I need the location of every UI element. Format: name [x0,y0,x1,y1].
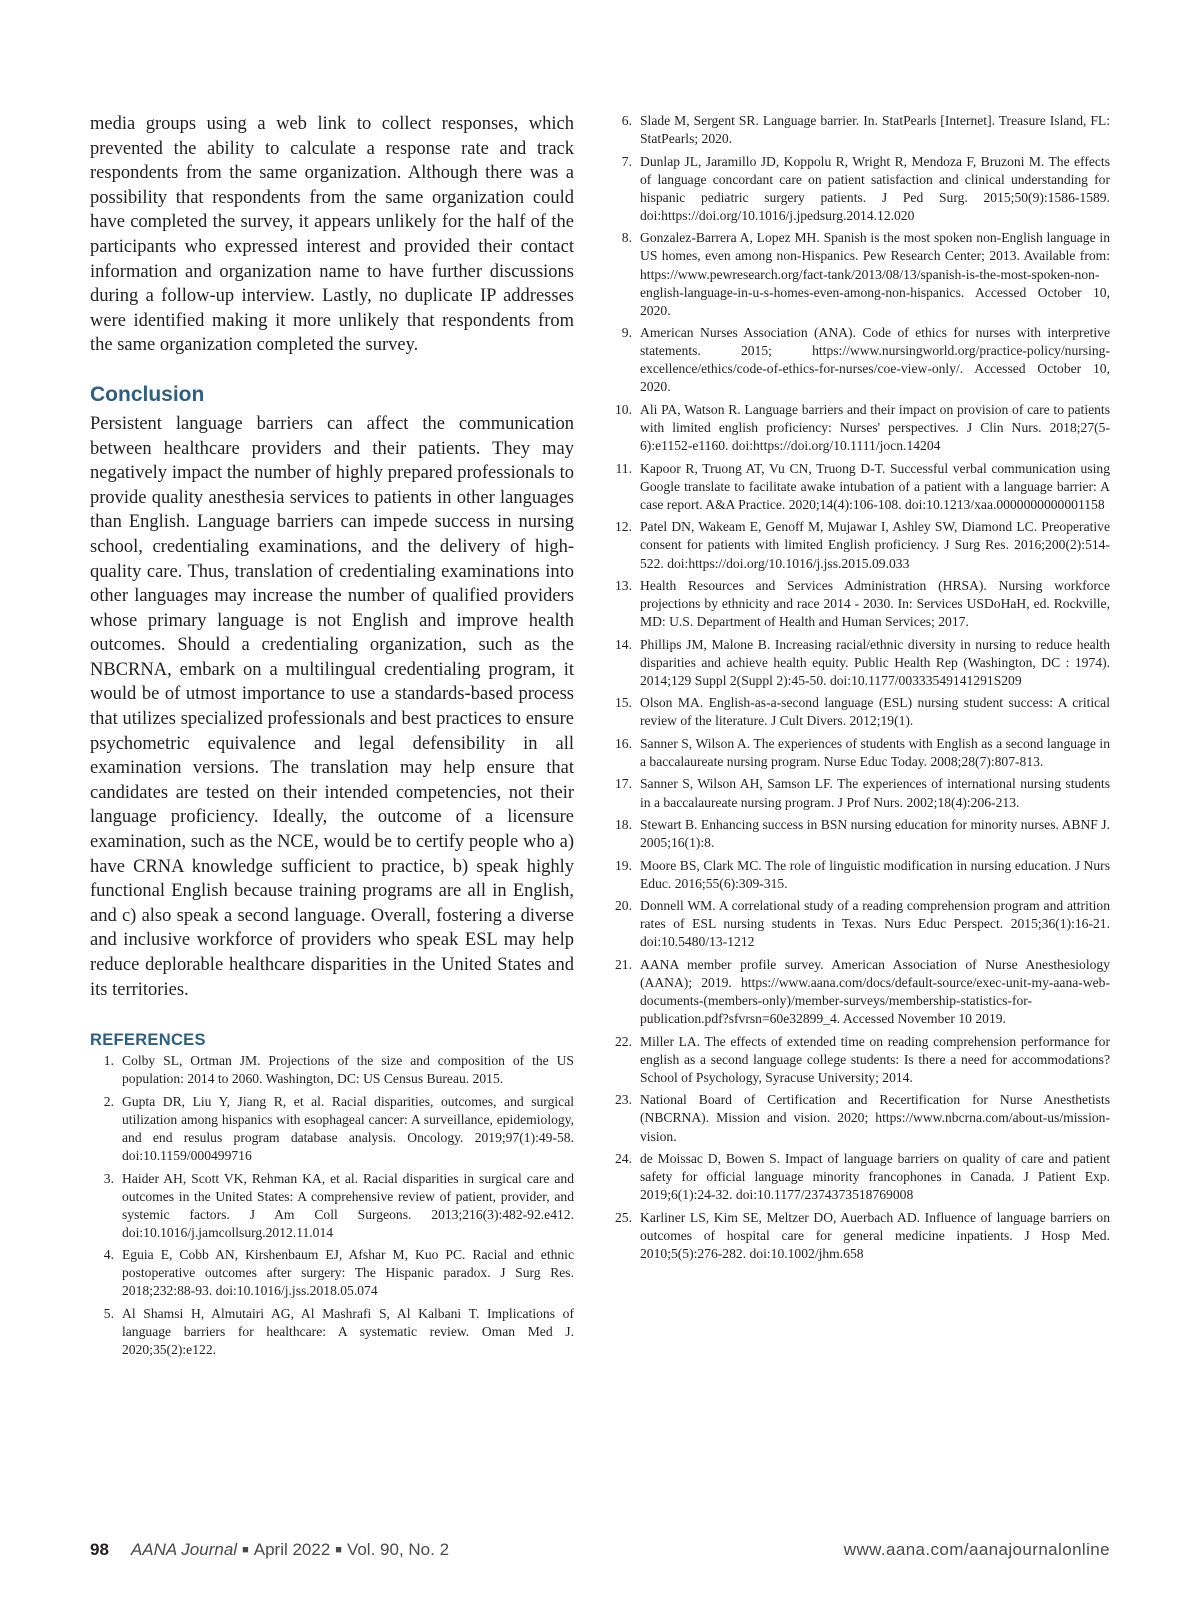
reference-number: 14. [615,636,632,652]
reference-text: Stewart B. Enhancing success in BSN nursing education for minority nurses. ABNF J. 2005;16(1):8. [640,817,1110,851]
reference-number: 24. [615,1151,632,1166]
reference-text: Dunlap JL, Jaramillo JD, Koppolu R, Wright R, Mendoza F, Bruzoni M. The effects of language concordant care on patient satisfaction and clinical understanding for hispanic pediatric surgery patients. J Ped Surg. 2015;50(9):1586-1589. doi:https://doi.org/10.1016/j.jpedsurg.2014.12.020 [640,153,1110,223]
reference-number: 12. [615,519,632,535]
reference-text: Moore BS, Clark MC. The role of linguistic modification in nursing education. J Nurs Educ. 2016;55(6):309-315. [640,857,1110,891]
references-list-left [90,1052,574,1359]
reference-item [90,1093,574,1165]
reference-text: American Nurses Association (ANA). Code of ethics for nurses with interpretive statements. 2015; https://www.nursingworld.org/practice-policy/nursing-excellence/ethics/code-of-ethics-for-nurses/coe-view-only/. Accessed October 10, 2020. [640,325,1110,395]
reference-text: National Board of Certification and Recertification for Nurse Anesthetists (NBCRNA). Mission and vision. 2020; https://www.nbcrna.com/about-us/mission-vision. [640,1092,1110,1144]
reference-text: Miller LA. The effects of extended time on reading comprehension performance for english as a second language college students: Is there a need for accommodations? School of Psychology, Syracuse University; 2014. [640,1033,1110,1085]
footer-citation [90,1540,449,1560]
reference-text: Eguia E, Cobb AN, Kirshenbaum EJ, Afshar M, Kuo PC. Racial and ethnic postoperative outcomes after surgery: The Hispanic paradox. J Surg Res. 2018;232:88-93. doi:10.1016/j.jss.2018.05.074 [122,1247,574,1299]
reference-text: Sanner S, Wilson AH, Samson LF. The experiences of international nursing students in a baccalaureate nursing program. J Prof Nurs. 2002;18(4):206-213. [640,776,1110,810]
footer-separator: ■ [242,1544,249,1556]
reference-item [608,229,1110,319]
reference-text: Patel DN, Wakeam E, Genoff M, Mujawar I, Ashley SW, Diamond LC. Preoperative consent for patients with limited English proficiency. J Surg Res. 2016;200(2):514-522. doi:https://doi.org/10.1016/j.jss.2015.09.033 [640,519,1110,571]
reference-item [608,694,1110,730]
reference-item [608,636,1110,690]
reference-number: 13. [615,577,632,593]
reference-text: Ali PA, Watson R. Language barriers and their impact on provision of care to patients with limited english proficiency: Nurses' perspectives. J Clin Nurs. 2018;27(5-6):e1152-e1160. doi:https://doi.org/10.1111/jocn.14204 [640,401,1110,454]
references-heading: REFERENCES [90,1031,206,1050]
right-column [608,112,1110,1267]
reference-number: 20. [615,898,632,914]
reference-item [608,816,1110,852]
conclusion-heading: Conclusion [90,382,205,406]
reference-text: Health Resources and Services Administration (HRSA). Nursing workforce projections by ethnicity and race 2014 - 2030. In: Services USDoHaH, ed. Rockville, MD: U.S. Department of Health and Human Services; 2017. [640,577,1110,630]
reference-number: 4. [103,1247,114,1263]
reference-text: Haider AH, Scott VK, Rehman KA, et al. Racial disparities in surgical care and outcomes in the United States: A comprehensive review of patient, provider, and systemic factors. J Am Coll Surgeons. 2013;216(3):482-92.e412. doi:10.1016/j.jamcollsurg.2012.11.014 [122,1170,574,1240]
page-number: 98 [90,1540,109,1559]
footer-separator: ■ [335,1544,342,1556]
reference-number: 22. [615,1033,632,1049]
reference-text: AANA member profile survey. American Association of Nurse Anesthesiology (AANA); 2019. https://www.aana.com/docs/default-source/exec-unit-my-aana-web-documents-(members-only)/member-surveys/membership-statistics-for-publication.pdf?sfvrsn=60e32899_4. Accessed November 10 2019. [640,956,1110,1027]
reference-text: Phillips JM, Malone B. Increasing racial/ethnic diversity in nursing to reduce health disparities and achieve health equity. Public Health Rep (Washington, DC : 1974). 2014;129 Suppl 2(Suppl 2):45-50. doi:10.1177/00333549141291S209 [640,636,1110,688]
reference-number: 8. [621,230,632,246]
reference-item [608,1209,1110,1263]
reference-item [608,735,1110,771]
reference-text: Slade M, Sergent SR. Language barrier. In. StatPearls [Internet]. Treasure Island, FL: StatPearls; 2020. [640,113,1110,147]
reference-number: 18. [615,817,632,833]
reference-number: 6. [621,113,632,128]
reference-text: Karliner LS, Kim SE, Meltzer DO, Auerbach AD. Influence of language barriers on outcomes of hospital care for general medicine inpatients. J Hosp Med. 2010;5(5):276-282. doi:10.1002/jhm.658 [640,1209,1110,1261]
references-list-right [608,112,1110,1263]
reference-item [608,153,1110,225]
reference-item [608,518,1110,572]
reference-item [608,112,1110,148]
journal-name: AANA Journal [130,1540,238,1559]
reference-number: 11. [615,460,632,476]
reference-item [608,857,1110,893]
volume-number: Vol. 90, No. 2 [346,1540,450,1559]
reference-number: 3. [103,1170,114,1186]
conclusion-paragraph: Persistent language barriers can affect the communication between healthcare providers and their patients. They may negatively impact the number of highly prepared professionals to provide quality anesthesia services to patients in other languages than English. Language barriers can impede success in nursing school, credentialing examinations, and the delivery of high-quality care. Thus, translation of credentialing examinations into other languages may increase the number of qualified providers whose primary language is not English and improve health outcomes. Should a credentialing organization, such as the NBCRNA, embark on a multilingual credentialing program, it would be of utmost importance to use a standards-based process that utilizes specialized professionals and best practices to ensure psychometric equivalence and legal defensibility in all examination versions. The translation may help ensure that candidates are tested on their intended competencies, not their language proficiency. Ideally, the outcome of a licensure examination, such as the NCE, would be to certify people who a) have CRNA knowledge sufficient to practice, b) speak highly functional English because training programs are all in English, and c) also speak a second language. Overall, fostering a diverse and inclusive workforce of providers who speak ESL may help reduce deplorable healthcare disparities in the United States and its territories. [90,413,574,1000]
reference-number: 23. [615,1092,632,1108]
reference-text: Al Shamsi H, Almutairi AG, Al Mashrafi S, Al Kalbani T. Implications of language barriers for healthcare: A systematic review. Oman Med J. 2020;35(2):e122. [122,1305,574,1358]
issue-date: April 2022 [253,1540,331,1559]
reference-item [608,956,1110,1028]
reference-number: 2. [103,1093,114,1109]
reference-number: 7. [621,153,632,169]
intro-paragraph: media groups using a web link to collect responses, which prevented the ability to calculate a response rate and track respondents from the same organization. Although there was a possibility that respondents from the same organization could have completed the survey, it appears unlikely for the half of the participants who expressed interest and provided their contact information and organization name to have further discussions during a follow-up interview. Lastly, no duplicate IP addresses were identified making it more unlikely that respondents from the same organization completed the survey. [90,114,574,356]
reference-text: Donnell WM. A correlational study of a reading comprehension program and attrition rates of ESL nursing students in Texas. Nurs Educ Perspect. 2015;36(1):16-21. doi:10.5480/13-1212 [640,898,1110,950]
reference-item [608,1033,1110,1087]
reference-number: 10. [615,401,632,417]
page-footer [90,1540,1110,1564]
reference-text: de Moissac D, Bowen S. Impact of language barriers on quality of care and patient safety for official language minority francophones in Canada. J Patient Exp. 2019;6(1):24-32. doi:10.1177/2374373518769008 [640,1151,1110,1203]
reference-number: 1. [103,1053,114,1069]
reference-number: 9. [621,325,632,341]
reference-item [608,401,1110,455]
reference-item [90,1305,574,1359]
reference-text: Gonzalez-Barrera A, Lopez MH. Spanish is the most spoken non-English language in US homes, even among non-Hispanics. Pew Research Center; 2013. Available from: https://www.pewresearch.org/fact-tank/2013/08/13/spanish-is-the-most-spoken-non-english-language-in-u-s-homes-even-among-non-hispanics. Accessed October 10, 2020. [640,230,1110,318]
reference-item [90,1170,574,1242]
left-column [90,112,574,1364]
reference-item [608,775,1110,811]
reference-text: Kapoor R, Truong AT, Vu CN, Truong D-T. Successful verbal communication using Google translate to facilitate awake intubation of a patient with a language barrier: A case report. A&A Practice. 2020;14(4):106-108. doi:10.1213/xaa.0000000000001158 [640,460,1110,512]
reference-item [608,1150,1110,1204]
reference-text: Olson MA. English-as-a-second language (ESL) nursing student success: A critical review of the literature. J Cult Divers. 2012;19(1). [640,695,1110,729]
reference-text: Colby SL, Ortman JM. Projections of the size and composition of the US population: 2014 to 2060. Washington, DC: US Census Bureau. 2015. [122,1053,574,1087]
reference-item [608,324,1110,396]
reference-number: 17. [615,776,632,792]
reference-item [90,1246,574,1300]
reference-text: Sanner S, Wilson A. The experiences of students with English as a second language in a baccalaureate nursing program. Nurse Educ Today. 2008;28(7):807-813. [640,735,1110,769]
reference-number: 19. [615,857,632,873]
reference-number: 25. [615,1209,632,1225]
reference-number: 21. [615,956,632,972]
reference-item [90,1052,574,1088]
reference-number: 15. [615,695,632,711]
reference-number: 5. [103,1305,114,1321]
reference-item [608,577,1110,631]
reference-item [608,897,1110,951]
reference-text: Gupta DR, Liu Y, Jiang R, et al. Racial disparities, outcomes, and surgical utilization among hispanics with esophageal cancer: A surveillance, epidemiology, and end resulus program database analysis. Oncology. 2019;97(1):49-58. doi:10.1159/000499716 [122,1093,574,1164]
journal-url[interactable]: www.aana.com/aanajournalonline [843,1540,1110,1559]
reference-item [608,460,1110,514]
reference-item [608,1091,1110,1145]
reference-number: 16. [615,735,632,751]
